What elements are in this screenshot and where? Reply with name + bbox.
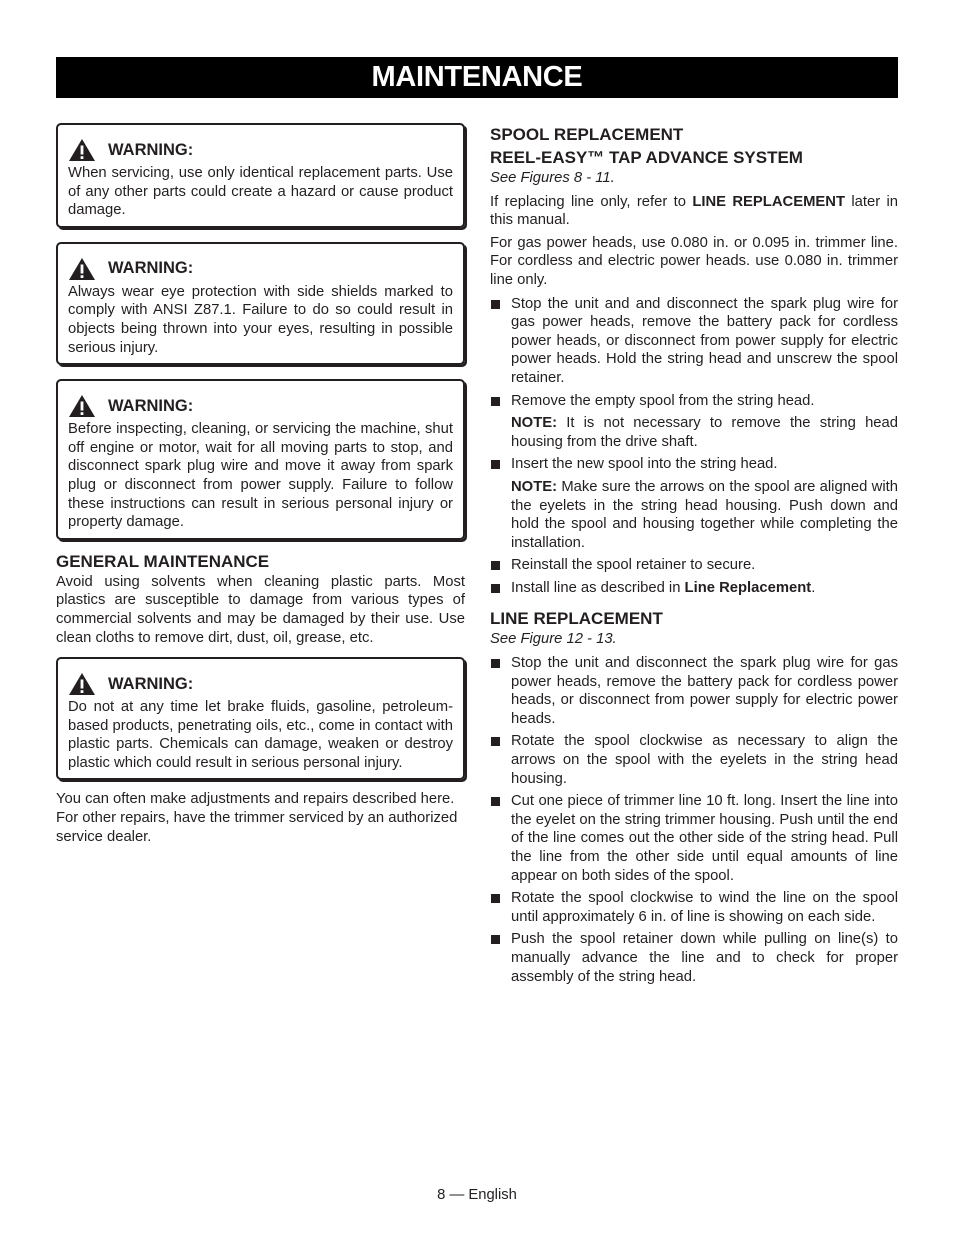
list-item: Remove the empty spool from the string head. <box>490 392 898 411</box>
warning-text: When servicing, use only identical replacement parts. Use of any other parts could create a hazard or cause product damage. <box>68 165 453 219</box>
line-replacement-steps-list <box>490 654 898 986</box>
bullet-square-icon <box>491 737 500 746</box>
bullet-square-icon <box>491 397 500 406</box>
warning-box <box>56 242 465 365</box>
general-maintenance-text: Avoid using solvents when cleaning plastic parts. Most plastics are susceptible to damage from various types of commercial solvents and may be damaged by their use. Use clean cloths to remove dirt, dust, oil, grease, etc. <box>56 573 465 646</box>
bullet-square-icon <box>491 561 500 570</box>
bullet-square-icon <box>491 300 500 309</box>
note-text: NOTE: It is not necessary to remove the string head housing from the drive shaft. <box>511 415 898 450</box>
page-title: MAINTENANCE <box>371 61 583 93</box>
warning-text: Before inspecting, cleaning, or servicing the machine, shut off engine or motor, wait for all moving parts to stop, and disconnect spark plug wire and move it away from spark plug or disconnect from power supply. Failure to follow these instructions can result in serious personal injury or property damage. <box>68 421 453 531</box>
warning-title: WARNING: <box>108 140 194 159</box>
warning-triangle-icon <box>68 138 96 162</box>
bullet-square-icon <box>491 659 500 668</box>
warning-triangle-icon <box>68 672 96 696</box>
page-title-bar <box>56 57 898 98</box>
list-item: Stop the unit and and disconnect the spark plug wire for gas power heads, remove the battery pack for cordless power heads, or disconnect from power supply for electric power heads. Hold the string head and unscrew the spool retainer. <box>490 295 898 388</box>
left-column <box>56 123 465 850</box>
warning-triangle-icon <box>68 257 96 281</box>
list-item: Push the spool retainer down while pulling on line(s) to manually advance the line and to check for proper assembly of the string head. <box>490 930 898 986</box>
list-item: Stop the unit and disconnect the spark plug wire for gas power heads, remove the battery pack for cordless power heads, or disconnect from power supply for electric power heads. <box>490 654 898 728</box>
spool-steps-list <box>490 556 898 597</box>
spool-intro: If replacing line only, refer to LINE REPLACEMENT later in this manual. <box>490 193 898 229</box>
spool-steps-list <box>490 455 898 474</box>
spool-heading-line2: REEL-EASY™ TAP ADVANCE SYSTEM <box>490 148 803 167</box>
warning-box <box>56 379 465 540</box>
bullet-square-icon <box>491 935 500 944</box>
spool-heading-line1: SPOOL REPLACEMENT <box>490 125 684 144</box>
list-item: Rotate the spool clockwise as necessary to align the arrows on the spool with the eyelets in the string head housing. <box>490 732 898 788</box>
note-text: NOTE: Make sure the arrows on the spool are aligned with the eyelets in the string head housing. Push down and hold the spool and housing together while completing the installation. <box>511 478 898 551</box>
service-dealer-text: You can often make adjustments and repairs described here. For other repairs, have the trimmer serviced by an authorized service dealer. <box>56 791 458 845</box>
see-figure-note: See Figure 12 - 13. <box>490 631 617 648</box>
bullet-square-icon <box>491 584 500 593</box>
warning-text: Do not at any time let brake fluids, gasoline, petroleum-based products, penetrating oils, etc., come in contact with plastic parts. Chemicals can damage, weaken or destroy plastic which could result in serious personal injury. <box>68 699 453 771</box>
line-size-text: For gas power heads, use 0.080 in. or 0.095 in. trimmer line. For cordless and electric power heads. use 0.080 in. trimmer line only. <box>490 234 898 288</box>
bullet-square-icon <box>491 460 500 469</box>
page-footer <box>0 1187 954 1203</box>
warning-header <box>68 394 453 418</box>
right-column <box>490 123 898 990</box>
list-item: Rotate the spool clockwise to wind the line on the spool until approximately 6 in. of line is showing on each side. <box>490 889 898 926</box>
warning-title: WARNING: <box>108 674 194 693</box>
list-item: Insert the new spool into the string head. <box>490 455 898 474</box>
bullet-square-icon <box>491 797 500 806</box>
warning-title: WARNING: <box>108 259 194 278</box>
warning-header <box>68 138 453 162</box>
list-item: Install line as described in Line Replacement. <box>490 579 898 598</box>
spool-steps-list <box>490 295 898 411</box>
line-replacement-ref: LINE REPLACEMENT <box>692 193 845 210</box>
warning-box <box>56 123 465 228</box>
general-maintenance-heading: GENERAL MAINTENANCE <box>56 551 270 571</box>
list-item: Reinstall the spool retainer to secure. <box>490 556 898 575</box>
warning-title: WARNING: <box>108 396 194 415</box>
warning-header <box>68 257 453 281</box>
line-replacement-heading: LINE REPLACEMENT <box>490 609 663 629</box>
bullet-square-icon <box>491 894 500 903</box>
warning-box <box>56 657 465 780</box>
spool-replacement-heading <box>490 123 898 169</box>
warning-header <box>68 672 453 696</box>
warning-triangle-icon <box>68 394 96 418</box>
page-number: 8 — English <box>437 1187 517 1203</box>
warning-text: Always wear eye protection with side shields marked to comply with ANSI Z87.1. Failure to do so could result in objects being thrown into your eyes, resulting in possible serious injury. <box>68 283 453 356</box>
list-item: Cut one piece of trimmer line 10 ft. long. Insert the line into the eyelet on the string trimmer housing. Push until the end of the line comes out the other side of the string head. Pull the line from the other side until equal amounts of line appear on both sides of the spool. <box>490 792 898 885</box>
see-figures-note: See Figures 8 - 11. <box>490 170 615 186</box>
